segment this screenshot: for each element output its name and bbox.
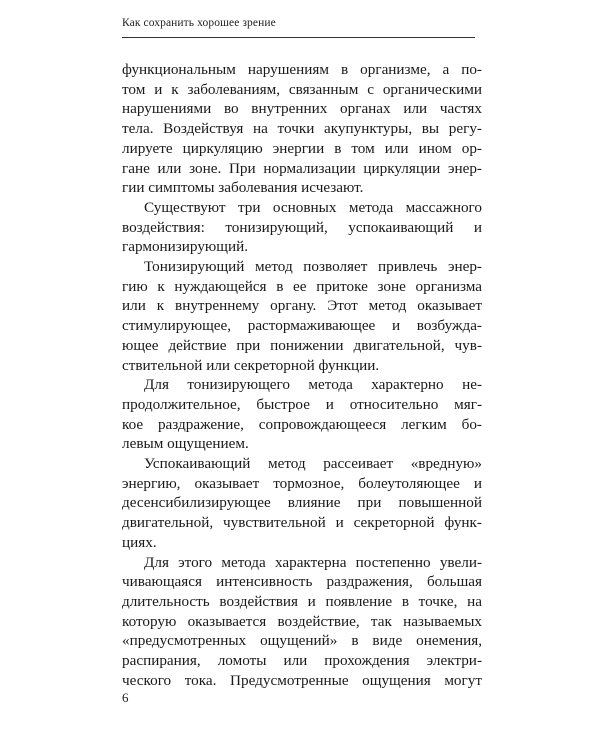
text-line: ющее действие при понижении двигательной, чув- (122, 336, 482, 354)
header-rule (122, 37, 475, 38)
text-line: Для этого метода характерна постепенно увели- (144, 553, 482, 571)
text-line: ствительной или секреторной функции. (122, 356, 380, 374)
text-line: гармонизирующий. (122, 238, 249, 256)
text-line: длительность воздействия и появление в точке, на (122, 592, 482, 610)
text-line: гане или зоне. При нормализации циркуляции энер- (122, 159, 482, 177)
text-line: чивающаяся интенсивность раздражения, большая (122, 573, 482, 591)
paragraph (122, 553, 482, 691)
page-number: 6 (122, 690, 129, 705)
text-line: тела. Воздействуя на точки акупунктуры, вы регу- (122, 120, 482, 138)
paragraph (122, 257, 482, 375)
text-line: ческого тока. Предусмотренные ощущения могут (122, 671, 482, 689)
text-line: или к внутреннему органу. Этот метод оказывает (122, 297, 482, 315)
text-line: распирания, ломоты или прохождения электри- (122, 652, 482, 670)
text-line: десенсибилизирующее влияние при повышенной (122, 494, 482, 512)
text-line: гии симптомы заболевания исчезают. (122, 179, 364, 197)
paragraph (122, 375, 482, 454)
paragraph (122, 454, 482, 553)
text-line: Существуют три основных метода массажного (144, 198, 482, 216)
text-line: том и к заболеваниям, связанным с органическими (122, 80, 482, 98)
text-line: лируете циркуляцию энергии в том или ином ор- (122, 139, 482, 157)
text-line: воздействия: тонизирующий, успокаивающий и (122, 218, 482, 236)
body-text (122, 60, 482, 691)
paragraph (122, 60, 482, 198)
paragraph (122, 198, 482, 257)
text-line: функциональным нарушениям в организме, а по- (122, 61, 482, 78)
text-line: продолжительное, быстрое и относительно мяг- (122, 395, 482, 413)
text-line: гию к нуждающейся в ее притоке зоне организма (122, 277, 482, 295)
text-line: двигательной, чувствительной и секреторной функ- (122, 514, 482, 532)
text-line: Тонизирующий метод позволяет привлечь энер- (144, 258, 482, 276)
text-line: которую оказывается воздействие, так называемых (122, 612, 482, 630)
text-line: левым ощущением. (122, 435, 249, 453)
text-line: кое раздражение, сопровождающееся легким бо- (122, 415, 482, 433)
running-head: Как сохранить хорошее зрение (122, 17, 276, 29)
text-line: стимулирующее, растормаживающее и возбужда- (122, 317, 482, 335)
text-line: энергию, оказывает тормозное, болеутоляющее и (122, 474, 482, 492)
text-line: Успокаивающий метод рассеивает «вредную» (144, 455, 482, 473)
text-line: циях. (122, 533, 157, 551)
text-line: Для тонизирующего метода характерно не- (144, 376, 482, 394)
text-line: нарушениями во внутренних органах или частях (122, 100, 482, 118)
text-line: «предусмотренных ощущений» в виде онемения, (122, 632, 482, 650)
